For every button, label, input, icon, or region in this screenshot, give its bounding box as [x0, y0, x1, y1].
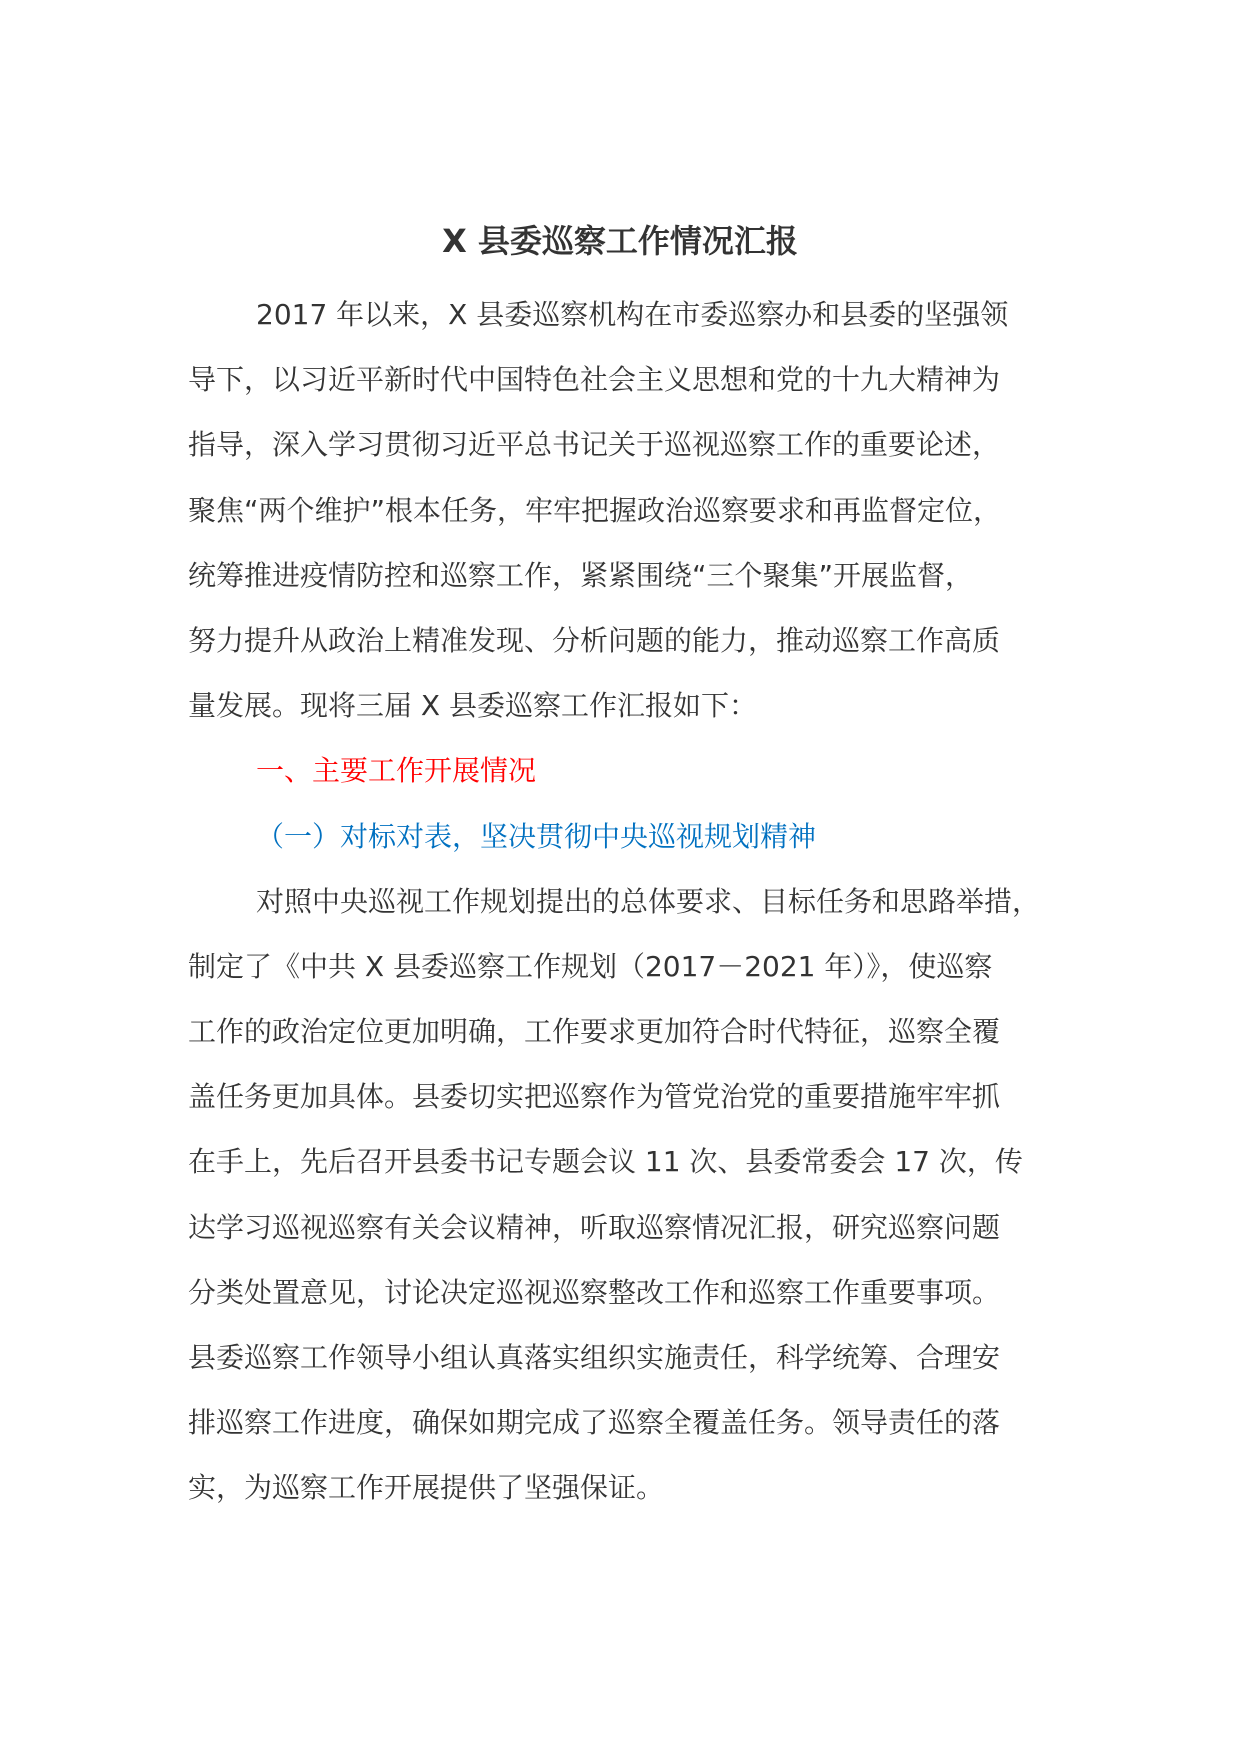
body-line: 达学习巡视巡察有关会议精神，听取巡察情况汇报，研究巡察问题	[188, 1210, 1001, 1244]
body-line: 对照中央巡视工作规划提出的总体要求、目标任务和思路举措，	[256, 884, 1041, 918]
intro-line: 聚焦“两个维护”根本任务，牢牢把握政治巡察要求和再监督定位，	[188, 493, 1002, 527]
section-heading: 一、主要工作开展情况	[256, 754, 537, 788]
intro-line: 量发展。现将三届 X 县委巡察工作汇报如下：	[188, 689, 757, 723]
body-line: 排巡察工作进度，确保如期完成了巡察全覆盖任务。领导责任的落	[188, 1406, 1001, 1440]
intro-line: 努力提升从政治上精准发现、分析问题的能力，推动巡察工作高质	[188, 623, 1001, 657]
body-line: 分类处置意见，讨论决定巡视巡察整改工作和巡察工作重要事项。	[188, 1275, 1001, 1309]
body-line: 制定了《中共 X 县委巡察工作规划（2017－2021 年）》，使巡察	[188, 949, 993, 983]
intro-line: 2017 年以来，X 县委巡察机构在市委巡察办和县委的坚强领	[256, 298, 1009, 331]
body-line: 实，为巡察工作开展提供了坚强保证。	[188, 1471, 665, 1505]
body-line: 工作的政治定位更加明确，工作要求更加符合时代特征，巡察全覆	[188, 1015, 1001, 1049]
body-line: 在手上，先后召开县委书记专题会议 11 次、县委常委会 17 次，传	[188, 1145, 1023, 1179]
subsection-heading: （一）对标对表，坚决贯彻中央巡视规划精神	[256, 819, 817, 853]
body-paragraph	[188, 869, 1068, 1521]
body-line: 县委巡察工作领导小组认真落实组织实施责任，科学统筹、合理安	[188, 1341, 1001, 1374]
intro-paragraph	[188, 282, 1068, 738]
intro-line: 导下，以习近平新时代中国特色社会主义思想和党的十九大精神为	[188, 363, 1001, 397]
intro-line: 指导，深入学习贯彻习近平总书记关于巡视巡察工作的重要论述，	[188, 428, 1001, 462]
document-title: X 县委巡察工作情况汇报	[442, 222, 798, 260]
body-line: 盖任务更加具体。县委切实把巡察作为管党治党的重要措施牢牢抓	[188, 1080, 1001, 1114]
document-body	[188, 282, 1068, 1521]
intro-line: 统筹推进疫情防控和巡察工作，紧紧围绕“三个聚集”开展监督，	[188, 558, 974, 592]
